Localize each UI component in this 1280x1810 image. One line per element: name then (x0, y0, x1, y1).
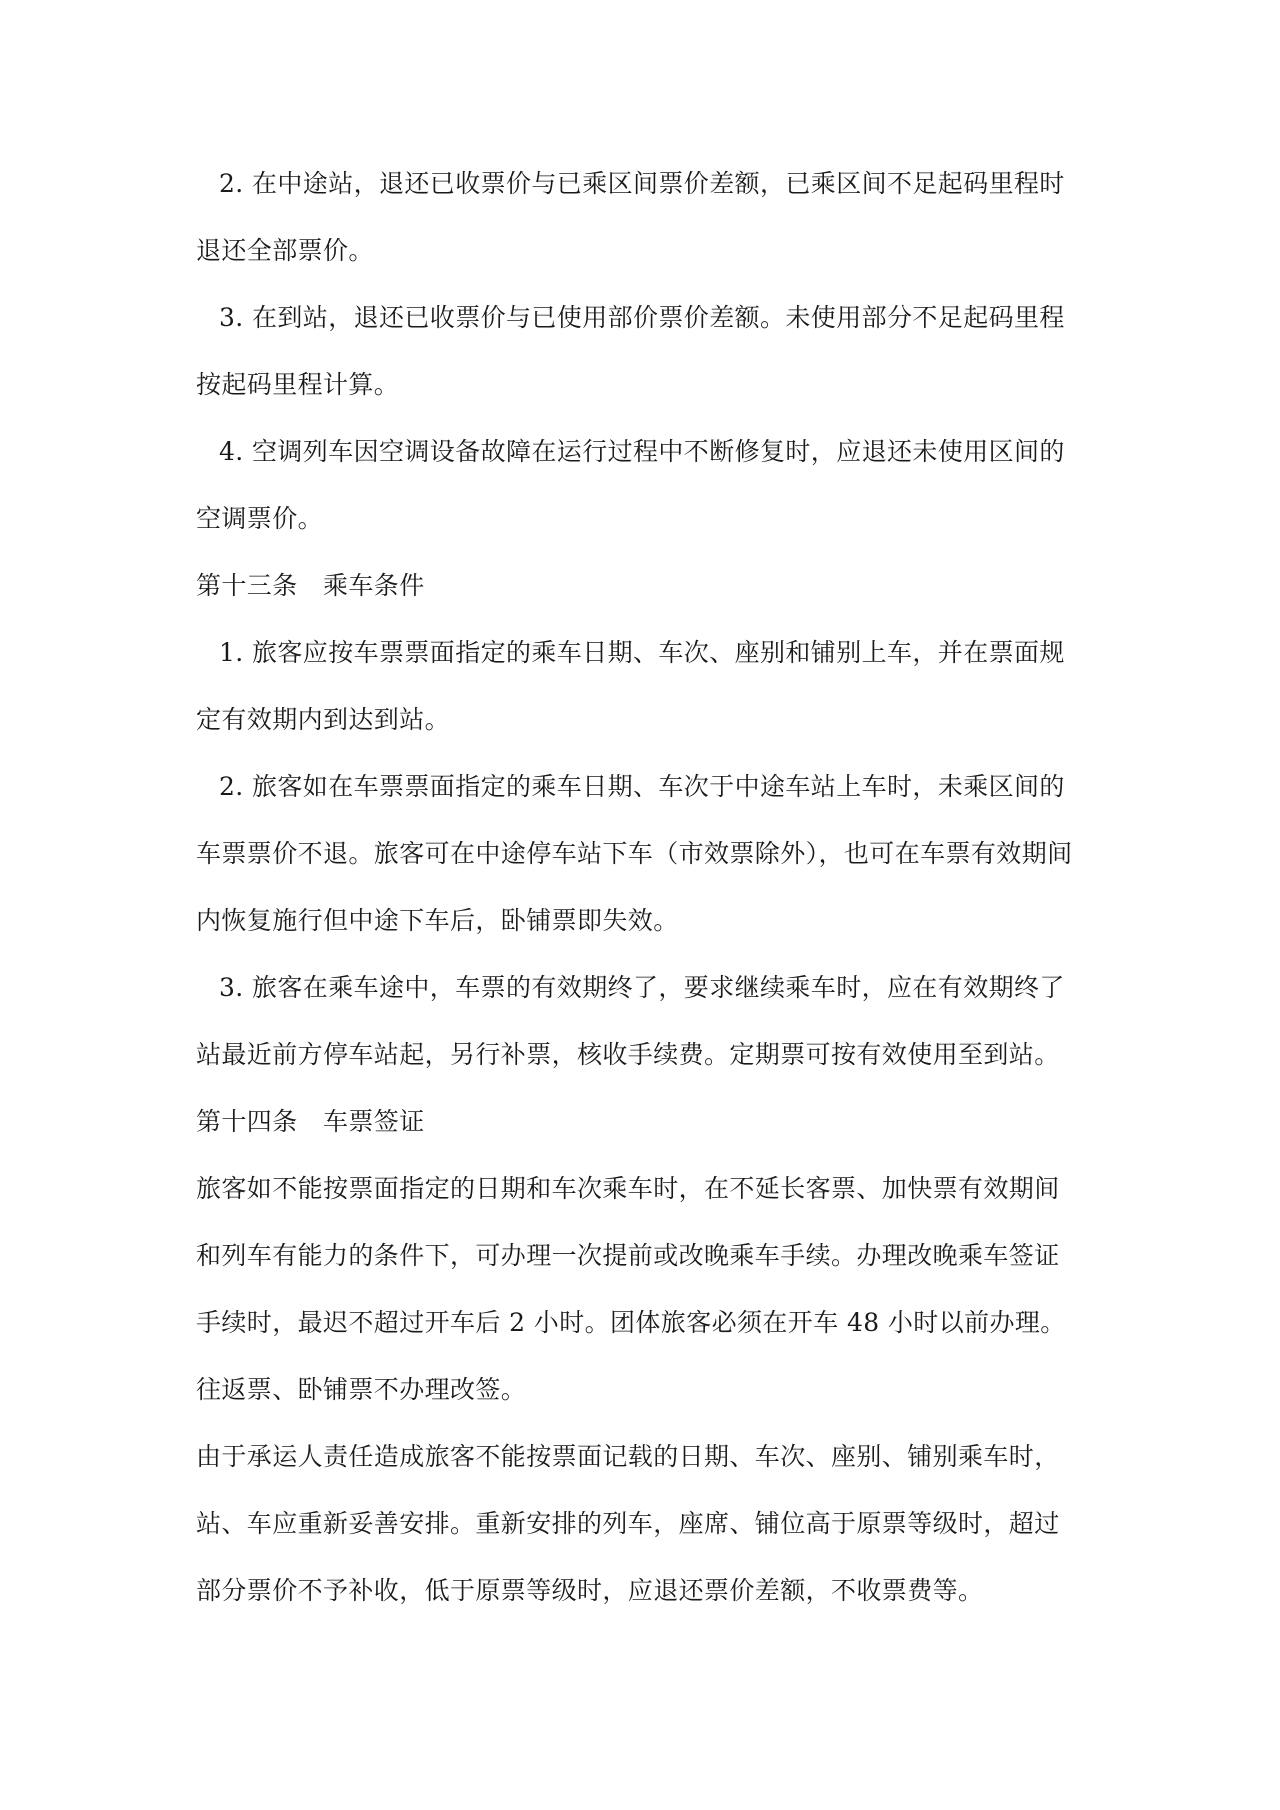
refund-item-2 (196, 165, 1096, 269)
text-line: 空调票价。 (196, 504, 324, 533)
text-line: 定有效期内到达到站。 (196, 705, 451, 734)
article-14-paragraph-1 (196, 1170, 1096, 1408)
document-body (196, 165, 1096, 1609)
article-14-heading (196, 1103, 1096, 1140)
text-line: 车票票价不退。旅客可在中途停车站下车（市效票除外），也可在车票有效期间 (196, 839, 1073, 868)
text-line: 4. 空调列车因空调设备故障在运行过程中不断修复时，应退还未使用区间的 (219, 437, 1065, 466)
text-line: 往返票、卧铺票不办理改签。 (196, 1375, 527, 1404)
text-line: 2. 在中途站，退还已收票价与已乘区间票价差额，已乘区间不足起码里程时 (219, 169, 1065, 198)
text-line: 内恢复施行但中途下车后，卧铺票即失效。 (196, 906, 679, 935)
text-line: 旅客如不能按票面指定的日期和车次乘车时，在不延长客票、加快票有效期间 (196, 1174, 1060, 1203)
text-line: 2. 旅客如在车票票面指定的乘车日期、车次于中途车站上车时，未乘区间的 (219, 772, 1065, 801)
text-line: 和列车有能力的条件下，可办理一次提前或改晚乘车手续。办理改晚乘车签证 (196, 1241, 1060, 1270)
refund-item-4 (196, 433, 1096, 537)
text-line: 手续时，最迟不超过开车后 2 小时。团体旅客必须在开车 48 小时以前办理。 (196, 1308, 1066, 1337)
text-line: 3. 在到站，退还已收票价与已使用部价票价差额。未使用部分不足起码里程 (219, 303, 1065, 332)
text-line: 站最近前方停车站起，另行补票，核收手续费。定期票可按有效使用至到站。 (196, 1040, 1060, 1069)
article-13-item-1 (196, 634, 1096, 738)
article-14-paragraph-2 (196, 1438, 1096, 1609)
article-13-heading (196, 567, 1096, 604)
article-13-item-2 (196, 768, 1096, 939)
text-line: 退还全部票价。 (196, 236, 374, 265)
section-heading: 第十三条 乘车条件 (196, 571, 425, 600)
text-line: 部分票价不予补收，低于原票等级时，应退还票价差额，不收票费等。 (196, 1576, 984, 1605)
text-line: 1. 旅客应按车票票面指定的乘车日期、车次、座别和铺别上车，并在票面规 (219, 638, 1065, 667)
article-13-item-3 (196, 969, 1096, 1073)
text-line: 由于承运人责任造成旅客不能按票面记载的日期、车次、座别、铺别乘车时， (196, 1442, 1060, 1471)
text-line: 3. 旅客在乘车途中，车票的有效期终了，要求继续乘车时，应在有效期终了 (219, 973, 1065, 1002)
section-heading: 第十四条 车票签证 (196, 1107, 425, 1136)
text-line: 按起码里程计算。 (196, 370, 400, 399)
refund-item-3 (196, 299, 1096, 403)
text-line: 站、车应重新妥善安排。重新安排的列车，座席、铺位高于原票等级时，超过 (196, 1509, 1060, 1538)
